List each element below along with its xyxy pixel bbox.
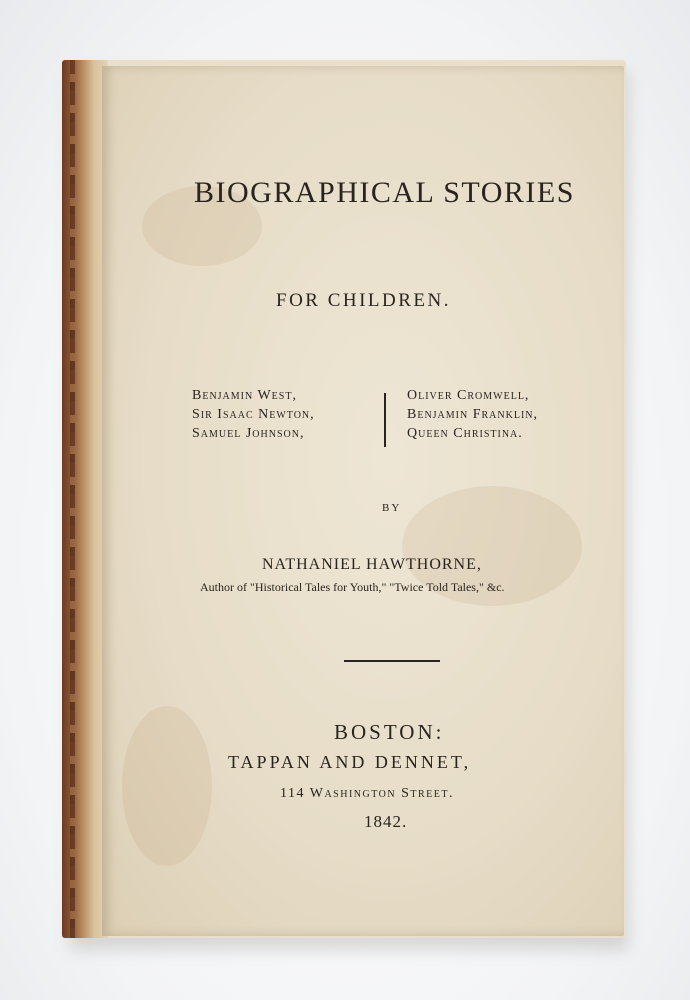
publisher-address: 114 Washington Street. — [280, 786, 454, 801]
author-name: NATHANIEL HAWTHORNE, — [262, 556, 482, 573]
title-page — [102, 66, 624, 936]
subject-name: Samuel Johnson, — [192, 426, 305, 441]
subject-name: Benjamin Franklin, — [407, 407, 539, 422]
book — [62, 60, 626, 938]
publisher-name: TAPPAN AND DENNET, — [228, 752, 472, 772]
by-line: BY — [382, 502, 402, 514]
book-subtitle: FOR CHILDREN. — [276, 290, 452, 311]
spine-edge — [70, 60, 75, 938]
subjects-right — [407, 386, 538, 443]
author-credits: Author of "Historical Tales for Youth," "Twice Told Tales," &c. — [200, 580, 505, 594]
subject-name: Queen Christina. — [407, 426, 523, 441]
subjects-left — [192, 386, 315, 443]
foxing-stain — [122, 706, 212, 866]
publication-year: 1842. — [364, 812, 408, 831]
subject-name: Oliver Cromwell, — [407, 388, 530, 403]
subject-name: Benjamin West, — [192, 388, 297, 403]
subject-name: Sir Isaac Newton, — [192, 407, 315, 422]
book-title: BIOGRAPHICAL STORIES — [194, 176, 575, 209]
publication-city: BOSTON: — [334, 720, 445, 744]
subjects-divider — [384, 393, 386, 447]
horizontal-rule — [344, 660, 440, 662]
